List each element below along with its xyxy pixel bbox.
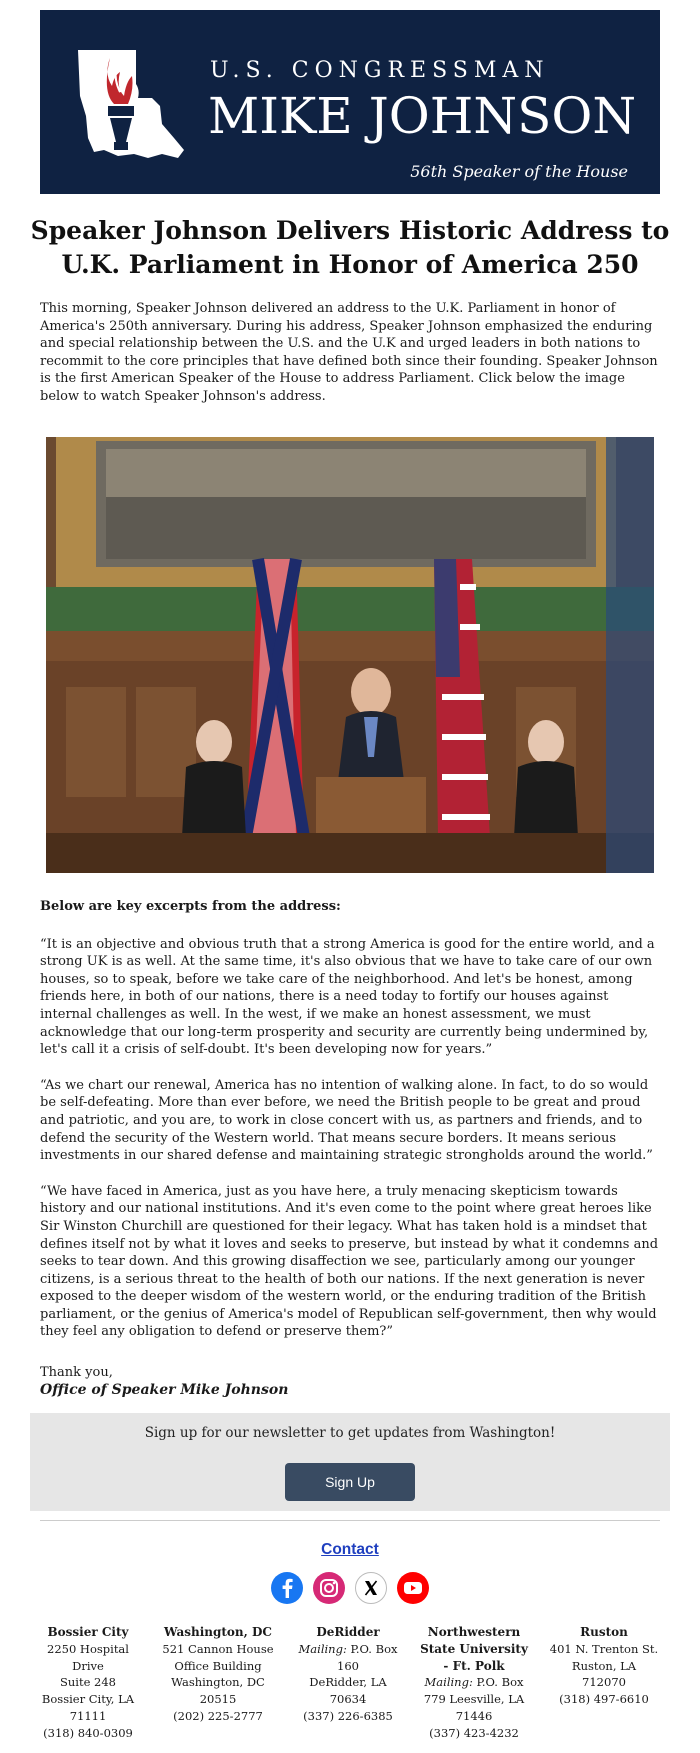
intro-paragraph: This morning, Speaker Johnson delivered an address to the U.K. Parliament in honor of America's 250th anniversary. During his address, Speaker Johnson emphasized the enduring and special relationship between the U.S. and the U.K and urged leaders in both nations to recommit to the core principles that have defined both since their founding. Speaker Johnson is the first American Speaker of the House to address Parliament. Click below the image below to watch Speaker Johnson's address. xyxy=(40,301,658,404)
office-address-line: 71446 xyxy=(455,1708,493,1723)
office-ruston xyxy=(542,1624,666,1708)
excerpts-section xyxy=(40,898,662,1359)
excerpts-heading: Below are key excerpts from the address: xyxy=(40,899,341,914)
office-address-line: 712070 xyxy=(582,1675,626,1690)
office-address-text: P.O. Box xyxy=(350,1641,398,1656)
office-address-line: 401 N. Trenton St. xyxy=(549,1641,659,1656)
office-phone: (318) 840-0309 xyxy=(43,1725,133,1740)
newsletter-text: Sign up for our newsletter to get updates from Washington! xyxy=(144,1425,556,1441)
office-phone: (337) 423-4232 xyxy=(429,1725,519,1740)
excerpt-quote: “As we chart our renewal, America has no intention of walking alone. In fact, to do so would be self-defeating. More than ever before, we need the British people to be great and proud and patriotic, and you are, to work in close concert with us, as partners and friends, and to defend the security of the Western world. That means secure borders. It means serious investments in our shared defense and maintaining strategic strongholds around the world.” xyxy=(40,1077,653,1164)
x-icon[interactable] xyxy=(354,1571,388,1605)
office-northwestern-state xyxy=(418,1624,530,1742)
louisiana-torch-logo-icon xyxy=(74,46,194,164)
office-address-line: 160 xyxy=(337,1658,359,1673)
office-address-line: 521 Cannon House xyxy=(162,1641,274,1656)
banner-subtitle: U.S. CONGRESSMAN xyxy=(210,58,550,83)
office-address-line: Bossier City, LA xyxy=(41,1692,135,1707)
office-address-line: Washington, DC xyxy=(171,1675,265,1690)
office-address-line xyxy=(418,1674,530,1691)
newsletter-signup xyxy=(30,1413,670,1511)
office-washington-dc xyxy=(160,1624,276,1725)
office-address-line: Ruston, LA xyxy=(571,1658,637,1673)
excerpt-quote: “It is an objective and obvious truth that a strong America is good for the entire world, and a strong UK is as well. At the same time, it's also obvious that we have to take care of our own houses, so to speak, before we take care of the neighborhood. And let's be honest, among friends here, in both of our nations, there is a need today to fortify our houses against internal challenges as well. In the west, if we make an honest assessment, we must acknowledge that our long-term prosperity and security are currently being undermined by, let's call it a crisis of self-doubt. It's been developing now for years.” xyxy=(40,936,655,1058)
mailing-label: Mailing: xyxy=(298,1641,347,1656)
contact-link[interactable]: Contact xyxy=(321,1541,379,1558)
office-address-line: 20515 xyxy=(199,1692,237,1707)
office-name: Washington, DC xyxy=(164,1625,272,1639)
office-address-line xyxy=(290,1641,406,1658)
banner-name: MIKE JOHNSON xyxy=(208,87,637,145)
parliament-scene-image xyxy=(46,437,654,873)
closing-thanks: Thank you, xyxy=(40,1365,113,1380)
mailing-label: Mailing: xyxy=(424,1675,473,1690)
social-links xyxy=(270,1571,430,1605)
office-address-line: Office Building xyxy=(174,1658,262,1673)
office-name: Northwestern State University - Ft. Polk xyxy=(420,1625,528,1673)
office-phone: (337) 226-6385 xyxy=(303,1708,393,1723)
youtube-icon[interactable] xyxy=(396,1571,430,1605)
office-address-line: DeRidder, LA xyxy=(309,1675,387,1690)
divider xyxy=(40,1520,660,1521)
closing-signature: Office of Speaker Mike Johnson xyxy=(40,1381,289,1398)
banner-tagline: 56th Speaker of the House xyxy=(410,162,628,181)
office-deridder xyxy=(290,1624,406,1725)
office-bossier-city xyxy=(30,1624,146,1742)
office-address-line: 71111 xyxy=(69,1708,107,1723)
page-title: Speaker Johnson Delivers Historic Address to U.K. Parliament in Honor of America 250 xyxy=(30,216,670,279)
office-address-line: 2250 Hospital Drive xyxy=(47,1641,129,1673)
office-phone: (202) 225-2777 xyxy=(173,1708,263,1723)
address-video-image[interactable] xyxy=(46,437,654,873)
office-phone: (318) 497-6610 xyxy=(559,1692,649,1707)
office-address-line: Suite 248 xyxy=(60,1675,116,1690)
office-name: Bossier City xyxy=(47,1625,129,1639)
office-address-line: 70634 xyxy=(329,1692,367,1707)
instagram-icon[interactable] xyxy=(312,1571,346,1605)
facebook-icon[interactable] xyxy=(270,1571,304,1605)
office-address-text: P.O. Box xyxy=(476,1675,524,1690)
excerpt-quote: “We have faced in America, just as you have here, a truly menacing skepticism towards history and our national institutions. And it's even come to the point where great heroes like Sir Winston Churchill are questioned for their legacy. What has taken hold is a mindset that defines itself not by what it loves and seeks to preserve, but instead by what it condemns and seeks to tear down. And this growing disaffection we see, particularly among our younger citizens, is a serious threat to the health of both our nations. If the next generation is never exposed to the deeper wisdom of the western world, or the enduring tradition of the British parliament, or the genius of America's model of Republican self-government, then why would they feel any obligation to defend or preserve them?” xyxy=(40,1183,659,1340)
office-name: DeRidder xyxy=(316,1625,380,1639)
closing xyxy=(40,1364,640,1399)
sign-up-button[interactable]: Sign Up xyxy=(285,1463,415,1501)
office-address-line: 779 Leesville, LA xyxy=(423,1692,525,1707)
office-name: Ruston xyxy=(580,1625,628,1639)
header-banner xyxy=(40,10,660,194)
